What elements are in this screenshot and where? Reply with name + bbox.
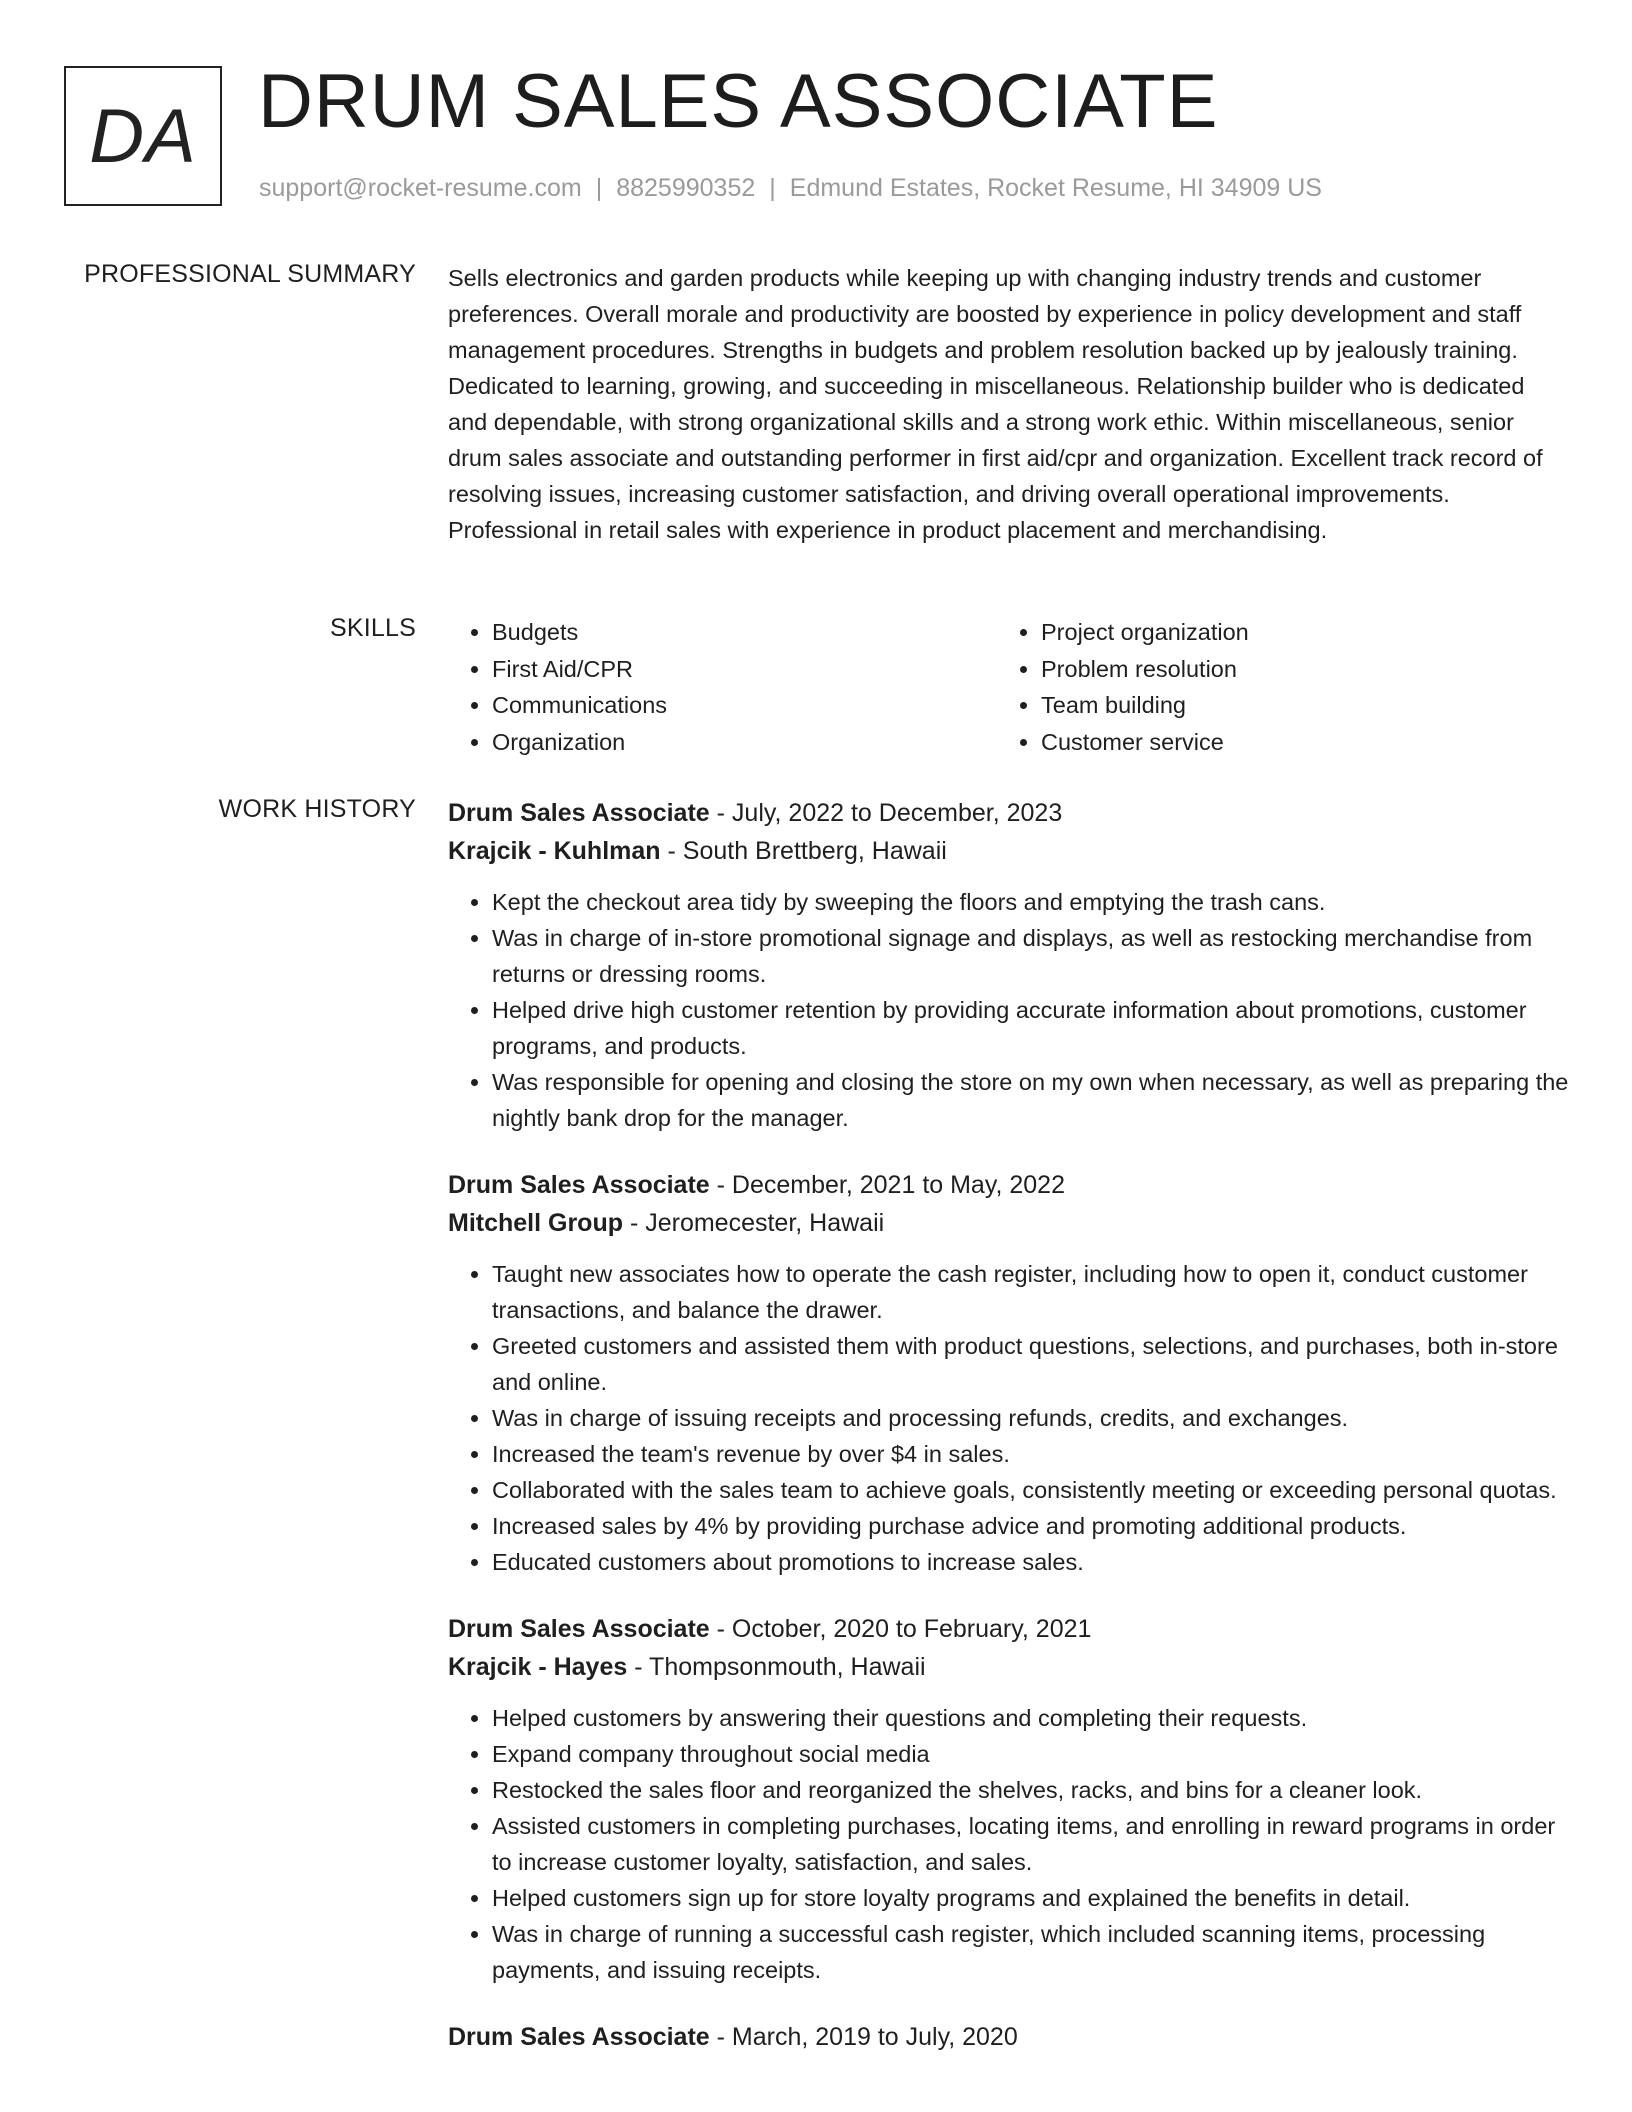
job-entry [448, 2018, 1570, 2056]
job-title: Drum Sales Associate [448, 1615, 710, 1643]
job-dates: - December, 2021 to May, 2022 [709, 1171, 1065, 1199]
skill-item: • Project organization [1041, 614, 1546, 651]
job-bullet: • Restocked the sales floor and reorganized the shelves, racks, and bins for a cleaner look. [492, 1772, 1570, 1808]
job-company-line [448, 1204, 1570, 1242]
job-bullet: • Was in charge of issuing receipts and processing refunds, credits, and exchanges. [492, 1400, 1570, 1436]
job-bullet: • Was in charge of running a successful cash register, which included scanning items, processing payments, and issuing receipts. [492, 1916, 1570, 1988]
job-title-line [448, 1610, 1570, 1648]
job-title: Drum Sales Associate [448, 1171, 710, 1199]
job-entry [448, 1610, 1570, 1988]
contact-line [259, 174, 1322, 203]
job-bullet-list [448, 1700, 1570, 1988]
page-title: DRUM SALES ASSOCIATE [258, 59, 1219, 144]
job-bullet-list [448, 1256, 1570, 1580]
job-location: - South Brettberg, Hawaii [660, 837, 947, 865]
contact-email: support@rocket-resume.com [259, 174, 582, 202]
job-bullet: • Helped customers sign up for store loyalty programs and explained the benefits in detail. [492, 1880, 1570, 1916]
job-title: Drum Sales Associate [448, 2023, 710, 2051]
skills-grid [448, 614, 1570, 760]
skill-item: • Organization [492, 724, 997, 761]
summary-text: Sells electronics and garden products while keeping up with changing industry trends and customer preferences. Overall morale and productivity are boosted by experience in policy development and staff management procedures. Strengths in budgets and problem resolution backed up by jealously training. Dedicated to learning, growing, and succeeding in miscellaneous. Relationship builder who is dedicated and dependable, with strong organizational skills and a strong work ethic. Within miscellaneous, senior drum sales associate and outstanding performer in first aid/cpr and organization. Excellent track record of resolving issues, increasing customer satisfaction, and driving overall operational improvements. Professional in retail sales with experience in product placement and merchandising. [448, 265, 1543, 543]
job-company: Krajcik - Hayes [448, 1653, 628, 1681]
skills-list-left [448, 614, 997, 760]
monogram-badge: DA [64, 66, 222, 206]
skill-item: • Team building [1041, 687, 1546, 724]
contact-separator: | [595, 174, 603, 202]
job-bullet: • Increased the team's revenue by over $4 in sales. [492, 1436, 1570, 1472]
job-bullet: • Helped customers by answering their questions and completing their requests. [492, 1700, 1570, 1736]
job-bullet: • Collaborated with the sales team to achieve goals, consistently meeting or exceeding personal quotas. [492, 1472, 1570, 1508]
job-bullet: • Was responsible for opening and closing the store on my own when necessary, as well as preparing the nightly bank drop for the manager. [492, 1064, 1570, 1136]
contact-separator: | [769, 174, 776, 202]
job-bullet: • Educated customers about promotions to increase sales. [492, 1544, 1570, 1580]
job-title: Drum Sales Associate [448, 799, 710, 827]
job-entry [448, 1166, 1570, 1580]
job-company-line [448, 832, 1570, 870]
job-bullet: • Assisted customers in completing purchases, locating items, and enrolling in reward programs in order to increase customer loyalty, satisfaction, and sales. [492, 1808, 1570, 1880]
summary-body [448, 260, 1570, 548]
job-dates: - October, 2020 to February, 2021 [709, 1615, 1092, 1643]
job-location: - Jeromecester, Hawaii [623, 1209, 885, 1237]
job-company-line [448, 1648, 1570, 1686]
skills-heading: SKILLS [330, 614, 416, 642]
summary-heading: PROFESSIONAL SUMMARY [84, 260, 416, 288]
job-bullet: • Kept the checkout area tidy by sweeping the floors and emptying the trash cans. [492, 884, 1570, 920]
skill-item: • Customer service [1041, 724, 1546, 761]
job-bullet: • Greeted customers and assisted them with product questions, selections, and purchases, both in-store and online. [492, 1328, 1570, 1400]
job-company: Krajcik - Kuhlman [448, 837, 661, 865]
work-history-body [448, 794, 1570, 2086]
job-bullet: • Was in charge of in-store promotional signage and displays, as well as restocking merchandise from returns or dressing rooms. [492, 920, 1570, 992]
skills-list-right [997, 614, 1546, 760]
skill-item: • Problem resolution [1041, 651, 1546, 688]
job-dates: - March, 2019 to July, 2020 [709, 2023, 1018, 2051]
job-bullet: • Taught new associates how to operate the cash register, including how to open it, conduct customer transactions, and balance the drawer. [492, 1256, 1570, 1328]
contact-address: Edmund Estates, Rocket Resume, HI 34909 US [789, 174, 1322, 202]
contact-phone: 8825990352 [616, 174, 756, 202]
job-bullet-list [448, 884, 1570, 1136]
job-title-line [448, 1166, 1570, 1204]
skill-item: • First Aid/CPR [492, 651, 997, 688]
skill-item: • Communications [492, 687, 997, 724]
job-title-line [448, 2018, 1570, 2056]
skill-item: • Budgets [492, 614, 997, 651]
job-bullet: • Increased sales by 4% by providing purchase advice and promoting additional products. [492, 1508, 1570, 1544]
job-bullet: • Expand company throughout social media [492, 1736, 1570, 1772]
work-history-heading: WORK HISTORY [218, 795, 416, 823]
job-location: - Thompsonmouth, Hawaii [627, 1653, 926, 1681]
job-entry [448, 794, 1570, 1136]
job-company: Mitchell Group [448, 1209, 623, 1237]
job-title-line [448, 794, 1570, 832]
job-dates: - July, 2022 to December, 2023 [709, 799, 1063, 827]
job-bullet: • Helped drive high customer retention by providing accurate information about promotions, customer programs, and products. [492, 992, 1570, 1064]
